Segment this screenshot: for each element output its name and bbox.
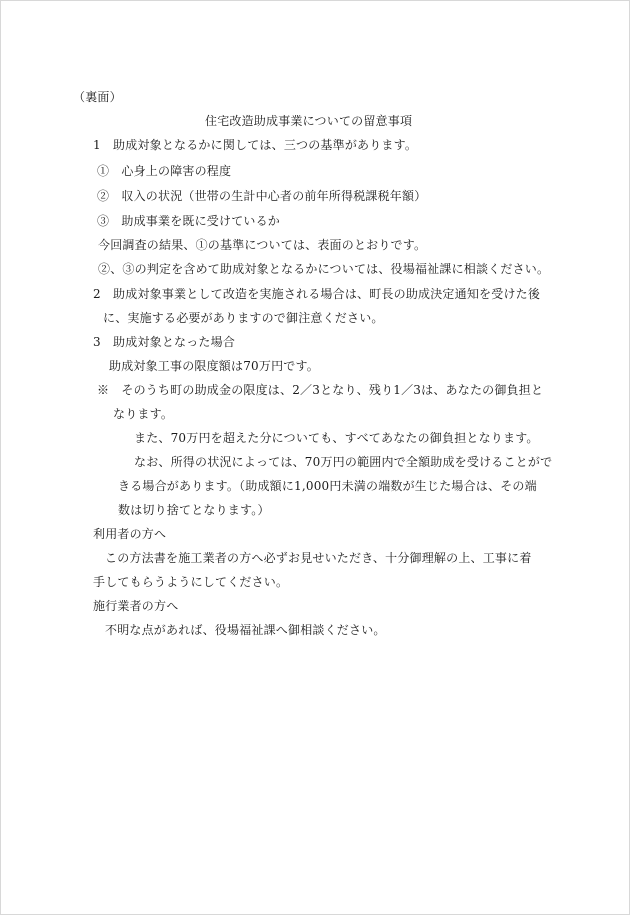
users-line-2: 手してもらうようにしてください。 (93, 575, 289, 589)
section-3-asterisk-cont: なります。 (113, 407, 174, 421)
contractors-heading: 施行業者の方へ (93, 599, 179, 613)
section-3-para-1: また、70万円を超えた分についても、すべてあなたの御負担となります。 (134, 431, 539, 445)
section-3-para-2-line-3: 数は切り捨てとなります。） (118, 503, 270, 517)
section-1-note-1: 今回調査の結果、①の基準については、表面のとおりです。 (98, 238, 427, 252)
side-label: （裏面） (73, 90, 122, 104)
criterion-2: ② 収入の状況（世帯の生計中心者の前年所得税課税年額） (97, 189, 427, 203)
section-2-line-2: に、実施する必要がありますので御注意ください。 (103, 311, 384, 325)
section-3-limit: 助成対象工事の限度額は70万円です。 (109, 359, 319, 373)
section-1-heading: 1 助成対象となるかに関しては、三つの基準があります。 (93, 138, 418, 152)
contractors-line-1: 不明な点があれば、役場福祉課へ御相談ください。 (105, 623, 386, 637)
section-2-line-1: 2 助成対象事業として改造を実施される場合は、町長の助成決定通知を受けた後 (93, 287, 541, 301)
section-3-para-2-line-2: きる場合があります。（助成額に1,000円未満の端数が生じた場合は、その端 (118, 479, 537, 493)
section-1-note-2: ②、③の判定を含めて助成対象となるかについては、役場福祉課に相談ください。 (98, 262, 550, 276)
section-3-heading: 3 助成対象となった場合 (93, 335, 236, 349)
section-3-asterisk-note: ※ そのうち町の助成金の限度は、2／3となり、残り1／3は、あなたの御負担と (97, 383, 544, 397)
section-3-para-2-line-1: なお、所得の状況によっては、70万円の範囲内で全額助成を受けることがで (134, 455, 553, 469)
users-heading: 利用者の方へ (93, 527, 167, 541)
users-line-1: この方法書を施工業者の方へ必ずお見せいただき、十分御理解の上、工事に着 (105, 551, 532, 565)
criterion-3: ③ 助成事業を既に受けているか (97, 214, 281, 228)
page-title: 住宅改造助成事業についての留意事項 (205, 114, 413, 128)
criterion-1: ① 心身上の障害の程度 (97, 164, 232, 178)
